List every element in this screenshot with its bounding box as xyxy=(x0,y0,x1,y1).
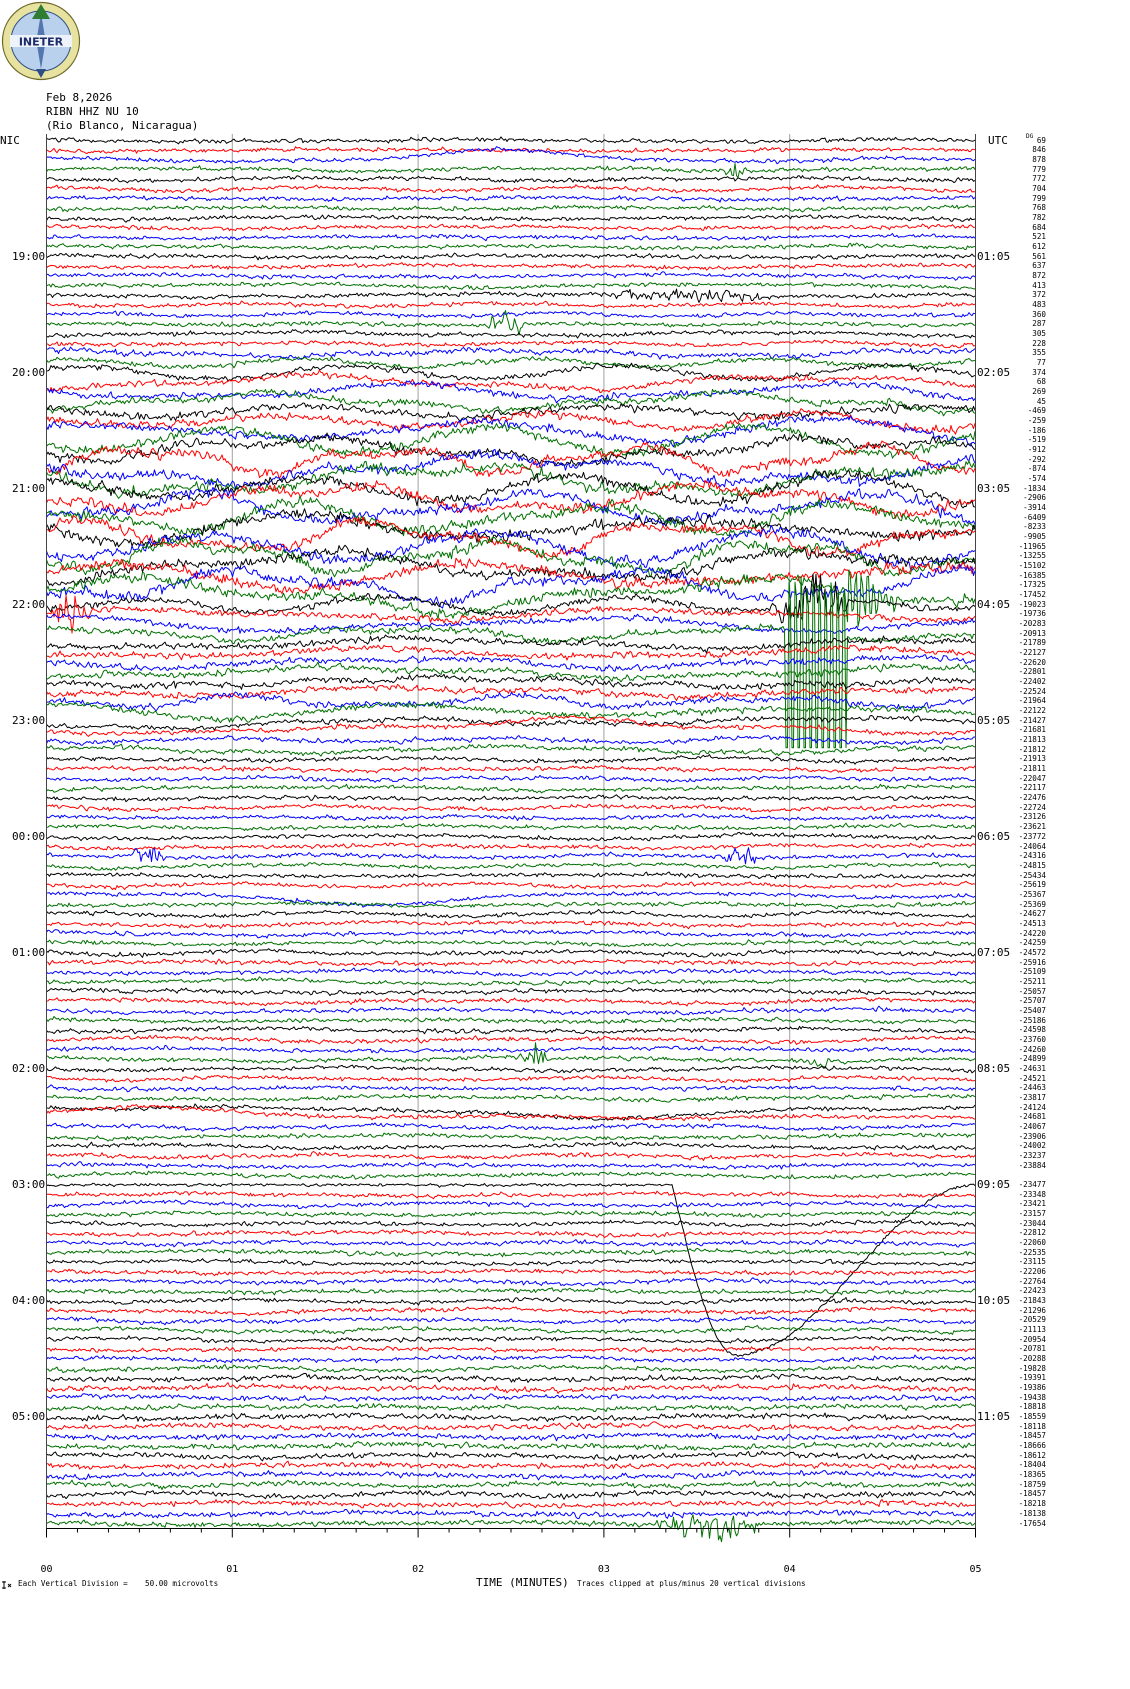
trace-offset-value: -24627 xyxy=(1018,909,1046,919)
trace-offset-value: -24260 xyxy=(1018,1044,1046,1054)
trace-offset-value: -21812 xyxy=(1018,744,1046,754)
trace-offset-value: -20283 xyxy=(1018,619,1046,629)
trace-offset-value: -18666 xyxy=(1018,1441,1046,1451)
division-scale-icon xyxy=(1,1580,13,1590)
trace-offset-value: -17325 xyxy=(1018,580,1046,590)
nic-time-label: 01:00 xyxy=(12,945,46,959)
x-tick-label: 00 xyxy=(40,1564,53,1575)
x-tick-label: 04 xyxy=(783,1564,796,1575)
trace-offset-value: -20954 xyxy=(1018,1334,1046,1344)
trace-offset-value: -23044 xyxy=(1018,1218,1046,1228)
trace-offset-value: -23817 xyxy=(1018,1092,1046,1102)
nic-time-label: 03:00 xyxy=(12,1178,46,1191)
trace-offset-value: 372 xyxy=(1032,290,1046,300)
trace-offset-value: -22812 xyxy=(1018,1228,1046,1238)
trace-offset-value: 846 xyxy=(1032,145,1046,155)
trace-offset-value: -18404 xyxy=(1018,1460,1046,1470)
trace-offset-value: -24064 xyxy=(1018,841,1046,851)
trace-offset-value: -23884 xyxy=(1018,1160,1046,1170)
trace-offset-value: 305 xyxy=(1032,328,1046,338)
trace-offset-value: -24572 xyxy=(1018,947,1046,957)
trace-offset-value: -18818 xyxy=(1018,1402,1046,1412)
trace-offset-value: -19023 xyxy=(1018,599,1046,609)
utc-time-label: 04:05 xyxy=(977,597,1011,611)
trace-offset-value: -1834 xyxy=(1023,483,1046,493)
trace-offset-value: -6409 xyxy=(1023,512,1046,522)
utc-time-label: 11:05 xyxy=(977,1410,1011,1424)
trace-offset-value: -22423 xyxy=(1018,1286,1046,1296)
trace-offset-value: -24631 xyxy=(1018,1063,1046,1073)
trace-offset-value: 77 xyxy=(1036,357,1046,367)
trace-offset-value: -259 xyxy=(1027,415,1046,425)
trace-offset-value: -21789 xyxy=(1018,638,1046,648)
trace-offset-value: -24815 xyxy=(1018,860,1046,870)
trace-offset-value: -24124 xyxy=(1018,1102,1046,1112)
station-location: (Rio Blanco, Nicaragua) xyxy=(46,119,199,132)
trace-offset-value: -17452 xyxy=(1018,590,1046,600)
utc-time-label: 05:05 xyxy=(977,713,1011,727)
trace-offset-value: -24220 xyxy=(1018,928,1046,938)
trace-offset-value: -23115 xyxy=(1018,1257,1046,1267)
trace-offset-value: -292 xyxy=(1027,454,1046,464)
trace-offset-value: 287 xyxy=(1032,319,1046,329)
x-axis-title: TIME (MINUTES) xyxy=(476,1576,569,1589)
trace-offset-value: 704 xyxy=(1032,183,1046,193)
nic-time-label: 05:00 xyxy=(12,1410,46,1424)
trace-offset-value: -21681 xyxy=(1018,725,1046,735)
trace-offset-value: -18457 xyxy=(1018,1431,1046,1441)
trace-offset-value: -25916 xyxy=(1018,957,1046,967)
trace-offset-value: 637 xyxy=(1032,261,1046,271)
trace-offset-value: -912 xyxy=(1027,444,1046,454)
x-tick-label: 03 xyxy=(597,1564,610,1575)
nic-time-label: 20:00 xyxy=(12,365,46,379)
trace-offset-value: -23348 xyxy=(1018,1189,1046,1199)
trace-offset-value: -21913 xyxy=(1018,754,1046,764)
trace-offset-value: -8233 xyxy=(1023,522,1046,532)
trace-offset-value: -24521 xyxy=(1018,1073,1046,1083)
trace-offset-value: -20288 xyxy=(1018,1354,1046,1364)
trace-offset-value: -22524 xyxy=(1018,686,1046,696)
trace-offset-value: -23477 xyxy=(1018,1180,1046,1189)
trace-offset-value: -25434 xyxy=(1018,870,1046,880)
trace-offset-value: -22047 xyxy=(1018,773,1046,783)
trace-offset-value: -22127 xyxy=(1018,648,1046,658)
trace-offset-value: -574 xyxy=(1027,473,1046,483)
trace-offset-value: -24316 xyxy=(1018,851,1046,861)
trace-offset-value: -18759 xyxy=(1018,1479,1046,1489)
trace-offset-value: -22764 xyxy=(1018,1276,1046,1286)
trace-offset-value: -21811 xyxy=(1018,764,1046,774)
trace-offset-value: -22206 xyxy=(1018,1267,1046,1277)
trace-offset-value: -21427 xyxy=(1018,715,1046,725)
trace-offset-value: -18118 xyxy=(1018,1421,1046,1431)
trace-offset-value: -16385 xyxy=(1018,570,1046,580)
trace-offset-value: -22476 xyxy=(1018,793,1046,803)
trace-offset-value: -19438 xyxy=(1018,1392,1046,1402)
x-tick-label: 05 xyxy=(969,1564,982,1575)
utc-time-label: 09:05 xyxy=(977,1178,1011,1191)
utc-time-label: 01:05 xyxy=(977,249,1011,263)
trace-offset-value: -25619 xyxy=(1018,880,1046,890)
trace-offset-value: 360 xyxy=(1032,309,1046,319)
trace-offset-value: 768 xyxy=(1032,203,1046,213)
clip-note: Traces clipped at plus/minus 20 vertical divisions xyxy=(577,1579,806,1588)
vertical-division-label: Each Vertical Division = xyxy=(18,1579,128,1588)
offset-column-label: DG xyxy=(1026,133,1034,140)
trace-offset-value: -2906 xyxy=(1023,493,1046,503)
trace-offset-value: 878 xyxy=(1032,154,1046,164)
nic-time-label: 23:00 xyxy=(12,713,46,727)
trace-offset-value: 228 xyxy=(1032,338,1046,348)
trace-offset-value: -25407 xyxy=(1018,1005,1046,1015)
trace-offset-value: -18138 xyxy=(1018,1508,1046,1518)
nic-time-label: 04:00 xyxy=(12,1294,46,1308)
trace-offset-value: -15102 xyxy=(1018,561,1046,571)
trace-offset-value: -23237 xyxy=(1018,1150,1046,1160)
x-tick-label: 02 xyxy=(412,1564,425,1575)
trace-offset-value: 872 xyxy=(1032,270,1046,280)
utc-time-label: 08:05 xyxy=(977,1061,1011,1075)
trace-offset-value: 374 xyxy=(1032,367,1046,377)
trace-offset-value: -13255 xyxy=(1018,551,1046,561)
trace-offset-value: 68 xyxy=(1036,377,1046,387)
trace-offset-value: -18457 xyxy=(1018,1489,1046,1499)
trace-offset-value: -20781 xyxy=(1018,1344,1046,1354)
trace-offset-value: -24513 xyxy=(1018,918,1046,928)
trace-offset-value: -874 xyxy=(1027,464,1046,474)
trace-offset-value: -22620 xyxy=(1018,657,1046,667)
trace-offset-value: -21813 xyxy=(1018,735,1046,745)
utc-time-label: 06:05 xyxy=(977,829,1011,843)
trace-offset-value: 799 xyxy=(1032,193,1046,203)
trace-offset-value: 355 xyxy=(1032,348,1046,358)
trace-offset-value: -23126 xyxy=(1018,812,1046,822)
trace-offset-value: -22402 xyxy=(1018,677,1046,687)
nic-time-label: 19:00 xyxy=(12,249,46,263)
trace-offset-value: -25211 xyxy=(1018,976,1046,986)
trace-offset-value: -9905 xyxy=(1023,532,1046,542)
trace-offset-value: -22122 xyxy=(1018,706,1046,716)
trace-offset-value: -24899 xyxy=(1018,1054,1046,1064)
trace-offset-value: -22801 xyxy=(1018,667,1046,677)
trace-offset-value: -186 xyxy=(1027,425,1046,435)
trace-offset-value: -24598 xyxy=(1018,1025,1046,1035)
trace-offset-value: -25057 xyxy=(1018,986,1046,996)
nic-time-label: 22:00 xyxy=(12,597,46,611)
nic-time-label: 21:00 xyxy=(12,481,46,495)
trace-offset-value: -24681 xyxy=(1018,1112,1046,1122)
trace-offset-value: -3914 xyxy=(1023,503,1046,512)
nic-time-label: 00:00 xyxy=(12,829,46,843)
trace-offset-value: -25109 xyxy=(1018,967,1046,977)
trace-offset-value: 612 xyxy=(1032,241,1046,251)
trace-offset-value: -19386 xyxy=(1018,1383,1046,1393)
trace-offset-value: -23906 xyxy=(1018,1131,1046,1141)
trace-offset-value: -22535 xyxy=(1018,1247,1046,1257)
trace-offset-value: -22060 xyxy=(1018,1238,1046,1248)
trace-offset-value: -25367 xyxy=(1018,889,1046,899)
trace-offset-value: -18365 xyxy=(1018,1470,1046,1480)
trace-offset-value: -18612 xyxy=(1018,1450,1046,1460)
trace-offset-value: 772 xyxy=(1032,174,1046,184)
trace-offset-value: -23772 xyxy=(1018,831,1046,841)
trace-offset-value: -23760 xyxy=(1018,1034,1046,1044)
trace-offset-value: 684 xyxy=(1032,222,1046,232)
vertical-division-value: 50.00 microvolts xyxy=(145,1579,219,1588)
trace-offset-value: -25369 xyxy=(1018,899,1046,909)
trace-offset-value: -23157 xyxy=(1018,1209,1046,1219)
trace-offset-value: -17654 xyxy=(1018,1518,1046,1528)
trace-offset-value: 561 xyxy=(1032,251,1046,261)
trace-offset-value: 413 xyxy=(1032,280,1046,290)
trace-offset-value: -24463 xyxy=(1018,1083,1046,1093)
trace-offset-value: -23621 xyxy=(1018,822,1046,832)
trace-offset-value: -24067 xyxy=(1018,1121,1046,1131)
right-timezone-label: UTC xyxy=(988,134,1008,147)
trace-offset-value: -25186 xyxy=(1018,1015,1046,1025)
trace-offset-value: -21964 xyxy=(1018,696,1046,706)
trace-offset-value: -469 xyxy=(1027,406,1046,416)
trace-offset-value: -23421 xyxy=(1018,1199,1046,1209)
trace-offset-value: -19828 xyxy=(1018,1363,1046,1373)
trace-offset-value: -21843 xyxy=(1018,1296,1046,1306)
trace-offset-value: -18218 xyxy=(1018,1499,1046,1509)
trace-offset-value: -19736 xyxy=(1018,609,1046,619)
utc-time-label: 07:05 xyxy=(977,945,1011,959)
x-tick-label: 01 xyxy=(226,1564,239,1575)
left-timezone-label: NIC xyxy=(0,134,20,147)
trace-offset-value: -519 xyxy=(1027,435,1046,445)
trace-offset-value: 45 xyxy=(1036,396,1046,406)
trace-offset-value: -21113 xyxy=(1018,1325,1046,1335)
trace-offset-value: -25707 xyxy=(1018,996,1046,1006)
trace-offset-value: 483 xyxy=(1032,299,1046,309)
trace-offset-value: -20529 xyxy=(1018,1315,1046,1325)
nic-time-label: 02:00 xyxy=(12,1061,46,1075)
trace-offset-value: 269 xyxy=(1032,386,1046,396)
utc-time-label: 02:05 xyxy=(977,365,1011,379)
utc-time-label: 03:05 xyxy=(977,481,1011,495)
station-code: RIBN HHZ NU 10 xyxy=(46,105,139,118)
trace-offset-value: -24259 xyxy=(1018,938,1046,948)
trace-offset-value: -19391 xyxy=(1018,1373,1046,1383)
plot-date: Feb 8,2026 xyxy=(46,91,113,104)
trace-offset-value: 69 xyxy=(1036,135,1046,145)
trace-offset-value: -21296 xyxy=(1018,1305,1046,1315)
trace-offset-value: -18559 xyxy=(1018,1412,1046,1422)
trace-offset-value: 782 xyxy=(1032,212,1046,222)
trace-offset-value: -20913 xyxy=(1018,628,1046,638)
trace-offset-value: -11965 xyxy=(1018,541,1046,551)
trace-offset-value: -22724 xyxy=(1018,802,1046,812)
trace-offset-value: 779 xyxy=(1032,164,1046,174)
trace-offset-value: -22117 xyxy=(1018,783,1046,793)
logo-text: INETER xyxy=(18,35,64,49)
trace-offset-value: 521 xyxy=(1032,232,1046,242)
trace-offset-value: -24002 xyxy=(1018,1141,1046,1151)
utc-time-label: 10:05 xyxy=(977,1294,1011,1308)
